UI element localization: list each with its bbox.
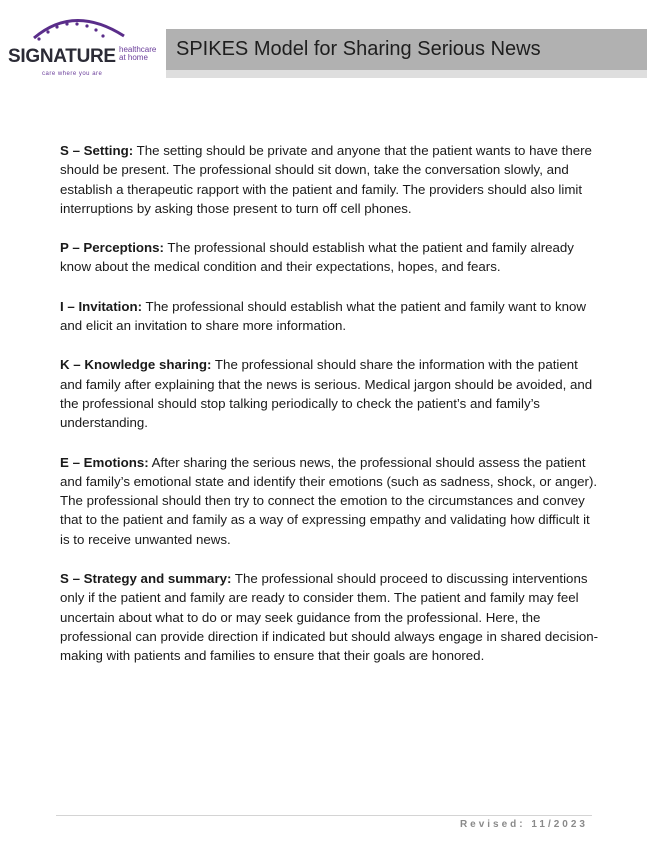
revised-date: Revised: 11/2023 bbox=[459, 819, 588, 830]
section-invitation bbox=[60, 297, 600, 336]
section-label: E – Emotions: bbox=[60, 454, 149, 470]
section-setting bbox=[60, 141, 600, 218]
title-underline-strip bbox=[166, 70, 647, 78]
logo-tagline: care where you are bbox=[42, 71, 103, 77]
signature-logo bbox=[4, 8, 164, 78]
page-title: SPIKES Model for Sharing Serious News bbox=[176, 38, 541, 60]
document-body bbox=[60, 141, 600, 686]
section-text: The professional should share the information with the patient and family after explaining that the news is serious. Medical jargon should be avoided, and the professional should stop talking periodically to check the patient’s and family’s understanding. bbox=[60, 357, 593, 431]
logo-sub-line1: healthcare bbox=[119, 45, 157, 54]
section-text: After sharing the serious news, the professional should assess the patient and family’s emotional state and identify their emotions (such as sadness, shock, or anger). The professional should then try to connect the emotion to the circumstances and convey that to the patient and family as a way of expressing empathy and validating how difficult it is to receive unwanted news. bbox=[60, 454, 598, 547]
section-emotions bbox=[60, 453, 600, 549]
section-strategy bbox=[60, 569, 600, 665]
section-label: K – Knowledge sharing: bbox=[60, 357, 212, 373]
logo-wordmark: SIGNATURE bbox=[8, 46, 116, 67]
section-label: I – Invitation: bbox=[60, 298, 143, 314]
section-knowledge bbox=[60, 355, 600, 432]
logo-subtitle bbox=[119, 46, 156, 62]
section-text: The professional should proceed to discussing interventions only if the patient and family are ready to consider them. The patient and family may feel uncertain about what to do or may seek guidance from the professional. Here, the professional can provide direction if indicated but should always engage in shared decision-making with patients and families to ensure that their goals are honored. bbox=[60, 571, 599, 664]
title-bar bbox=[166, 29, 647, 70]
logo-sub-line2: at home bbox=[119, 53, 148, 62]
section-text: The professional should establish what the patient and family already know about the medical condition and their expectations, hopes, and fears. bbox=[60, 240, 574, 275]
section-perceptions bbox=[60, 238, 600, 277]
section-label: P – Perceptions: bbox=[60, 240, 164, 256]
section-text: The setting should be private and anyone that the patient wants to have there should be present. The professional should sit down, take the conversation slowly, and establish a therapeutic rapport with the patient and family. The providers should also limit interruptions by asking those present to turn off cell phones. bbox=[60, 143, 592, 216]
logo-arc-icon bbox=[4, 8, 164, 48]
section-label: S – Setting: bbox=[60, 143, 134, 158]
section-text: The professional should establish what the patient and family want to know and elicit an invitation to share more information. bbox=[60, 298, 587, 334]
footer-divider bbox=[56, 815, 592, 816]
section-label: S – Strategy and summary: bbox=[60, 571, 232, 587]
